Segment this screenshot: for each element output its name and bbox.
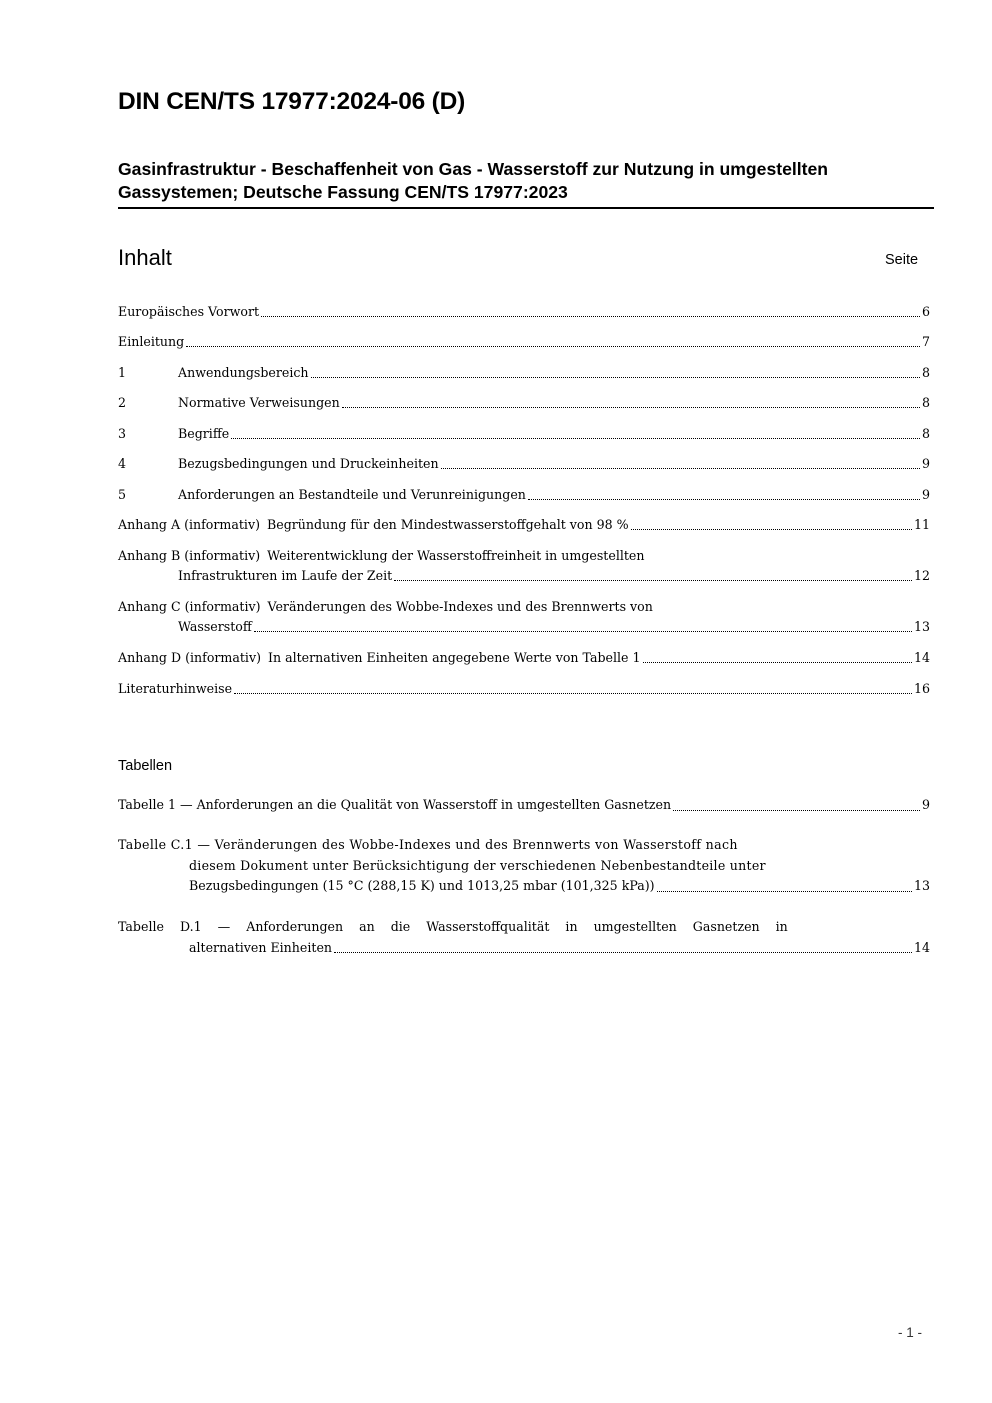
toc-entry-anhang-a[interactable] <box>118 515 930 535</box>
table-entry-tabelle-d1[interactable] <box>118 917 930 958</box>
toc-entry-title: Normative Verweisungen <box>178 395 340 410</box>
subtitle-line: Gasinfrastruktur - Beschaffenheit von Gas - Wasserstoff zur Nutzung in umgestellten <box>118 159 829 179</box>
toc-entry-page: 13 <box>913 619 930 634</box>
toc-entry-number: 4 <box>118 456 127 471</box>
leader-dots <box>334 951 912 953</box>
toc-entry-title: Anforderungen an Bestandteile und Verunreinigungen <box>178 487 526 502</box>
leader-dots <box>342 406 920 408</box>
table-entry-title: Tabelle D.1 — Anforderungen an die Wasserstoffqualität in umgestellten Gasnetzen in <box>118 919 788 934</box>
toc-entry-number: 1 <box>118 365 127 380</box>
leader-dots <box>234 692 912 694</box>
toc-entry-page: 14 <box>913 650 930 665</box>
toc-entry-anhang-d[interactable] <box>118 648 930 668</box>
document-id: DIN CEN/TS 17977:2024-06 (D) <box>118 88 466 115</box>
toc-entry-anhang-c[interactable] <box>118 597 930 637</box>
toc-page-label: Seite <box>885 252 919 268</box>
toc-entry-page: 8 <box>921 395 930 410</box>
leader-dots <box>643 661 912 663</box>
leader-dots <box>441 467 920 469</box>
toc-entry-anhang-b[interactable] <box>118 546 930 586</box>
table-entry-title-continued: Bezugsbedingungen (15 °C (288,15 K) und 1013,25 mbar (101,325 kPa)) <box>189 878 655 893</box>
toc-entry-number: 2 <box>118 395 127 410</box>
toc-entry-page: 6 <box>921 304 930 319</box>
leader-dots <box>254 630 912 632</box>
leader-dots <box>261 315 920 317</box>
tables-heading: Tabellen <box>118 758 173 774</box>
leader-dots <box>657 890 912 892</box>
table-entry-title: Tabelle 1 — Anforderungen an die Qualität von Wasserstoff in umgestellten Gasnetzen <box>118 797 672 812</box>
toc-entry-page: 9 <box>921 487 930 502</box>
toc-entry-anforderungen[interactable] <box>118 485 930 505</box>
leader-dots <box>394 579 912 581</box>
toc-entry-number: 3 <box>118 426 127 441</box>
toc-entry-page: 8 <box>921 426 930 441</box>
toc-entry-title: In alternativen Einheiten angegebene Werte von Tabelle 1 <box>267 650 641 665</box>
leader-dots <box>673 809 920 811</box>
toc-entry-title: Veränderungen des Wobbe-Indexes und des Brennwerts von <box>267 599 653 614</box>
table-entry-title: Tabelle C.1 — Veränderungen des Wobbe-Indexes und des Brennwerts von Wasserstoff nach <box>118 837 738 852</box>
toc-entry-title: Begründung für den Mindestwasserstoffgehalt von 98 % <box>266 517 629 532</box>
toc-entry-literaturhinweise[interactable] <box>118 679 930 699</box>
toc-entry-title: Weiterentwicklung der Wasserstoffreinheit in umgestellten <box>267 548 645 563</box>
toc-entry-bezugsbedingungen[interactable] <box>118 454 930 474</box>
leader-dots <box>631 528 912 530</box>
table-entry-page: 9 <box>921 797 930 812</box>
toc-entry-begriffe[interactable] <box>118 424 930 444</box>
toc-entry-europaeisches-vorwort[interactable] <box>118 302 930 322</box>
toc-entry-title-continued: Wasserstoff <box>178 619 252 634</box>
toc-entry-anwendungsbereich[interactable] <box>118 363 930 383</box>
document-subtitle <box>118 158 934 209</box>
toc-entry-title: Europäisches Vorwort <box>118 304 260 319</box>
toc-entry-annex-prefix: Anhang A (informativ) <box>118 517 260 532</box>
toc-entry-page: 7 <box>921 334 930 349</box>
leader-dots <box>311 376 920 378</box>
leader-dots <box>231 437 920 439</box>
toc-entry-annex-prefix: Anhang C (informativ) <box>118 599 261 614</box>
table-entry-title-continued: diesem Dokument unter Berücksichtigung der verschiedenen Nebenbestandteile unter <box>189 857 766 873</box>
toc-entry-normative-verweisungen[interactable] <box>118 393 930 413</box>
table-entry-page: 13 <box>913 878 930 893</box>
table-entry-title-continued: alternativen Einheiten <box>189 939 333 955</box>
toc-entry-page: 11 <box>913 517 930 532</box>
table-entry-tabelle-1[interactable] <box>118 795 930 816</box>
toc-entry-title: Anwendungsbereich <box>178 365 309 380</box>
toc-entry-title: Bezugsbedingungen und Druckeinheiten <box>178 456 439 471</box>
toc-entry-page: 12 <box>913 568 930 583</box>
toc-entry-title-continued: Infrastrukturen im Laufe der Zeit <box>178 568 393 583</box>
toc-entry-title: Begriffe <box>178 426 230 441</box>
toc-entry-page: 9 <box>921 456 930 471</box>
leader-dots <box>186 345 920 347</box>
toc-entry-title: Literaturhinweise <box>118 681 233 696</box>
toc-entry-annex-prefix: Anhang B (informativ) <box>118 548 261 563</box>
leader-dots <box>528 498 920 500</box>
toc-entry-einleitung[interactable] <box>118 332 930 352</box>
subtitle-line: Gassystemen; Deutsche Fassung CEN/TS 17977:2023 <box>118 182 568 202</box>
toc-heading: Inhalt <box>118 245 172 270</box>
page-number: - 1 - <box>898 1325 923 1340</box>
toc-entry-page: 16 <box>913 681 930 696</box>
table-entry-tabelle-c1[interactable] <box>118 835 930 897</box>
toc-entry-page: 8 <box>921 365 930 380</box>
toc-entry-title: Einleitung <box>118 334 185 349</box>
toc-entry-annex-prefix: Anhang D (informativ) <box>118 650 261 665</box>
table-entry-page: 14 <box>913 939 930 955</box>
toc-entry-number: 5 <box>118 487 127 502</box>
